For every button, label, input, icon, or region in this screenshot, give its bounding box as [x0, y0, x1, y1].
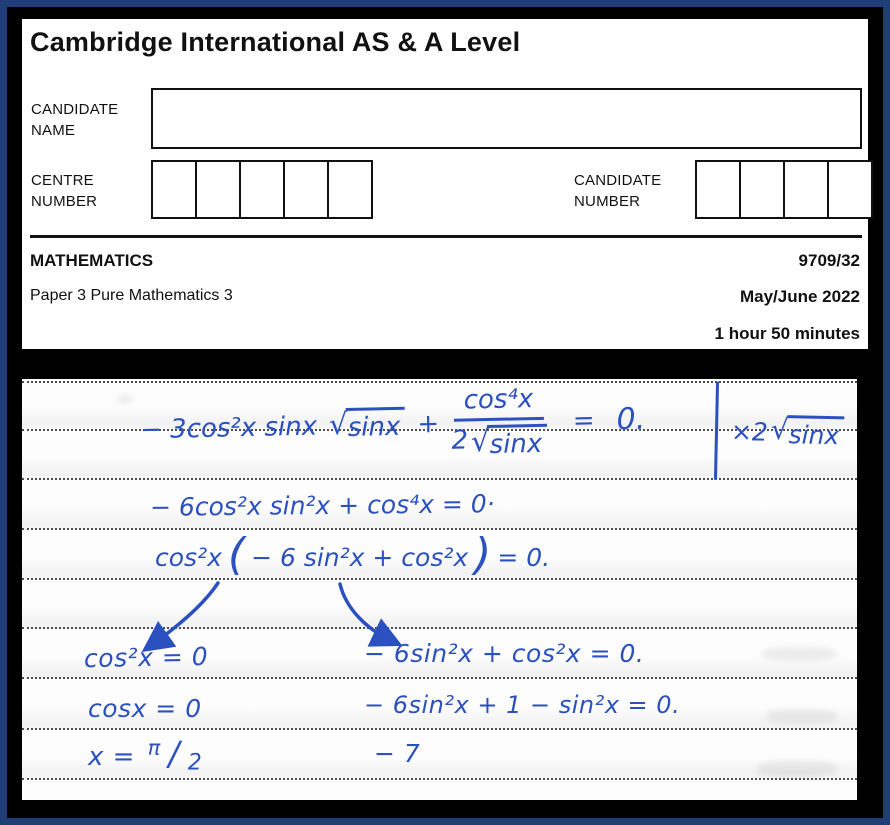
ruled-line — [22, 728, 857, 730]
paper-code: 9709/32 — [798, 251, 860, 270]
equation-1-rhs: 0. — [616, 401, 646, 438]
right-branch-step-3: − 7 — [374, 739, 421, 768]
denominator-two: 2 — [187, 749, 203, 776]
candidate-number-cell[interactable] — [783, 160, 829, 219]
ruled-line — [22, 627, 857, 629]
ruled-line — [22, 528, 857, 530]
ruled-line — [22, 778, 857, 780]
candidate-name-label: CANDIDATE NAME — [31, 101, 119, 139]
scan-smudge — [762, 647, 837, 661]
scan-smudge — [757, 761, 837, 777]
square-root-term — [770, 412, 845, 451]
candidate-number-cell[interactable] — [827, 160, 873, 219]
worksheet-paper-panel — [22, 379, 857, 800]
equation-3-factor: cos²x — [155, 542, 222, 572]
exam-header-panel — [22, 19, 868, 349]
right-parenthesis: ) — [474, 529, 492, 580]
square-root-term — [329, 407, 406, 444]
radical-icon: √ — [328, 406, 348, 442]
scan-smudge — [767, 709, 837, 723]
exam-duration: 1 hour 50 minutes — [714, 324, 860, 343]
left-branch-step-1: cos²x = 0 — [83, 641, 209, 674]
fraction-slash: / — [168, 735, 180, 773]
equation-3-inner: − 6 sin²x + cos²x — [251, 542, 469, 572]
centre-number-cell[interactable] — [239, 160, 285, 219]
equation-line-3 — [155, 529, 551, 580]
fraction-term — [450, 384, 547, 461]
subject-name: MATHEMATICS — [30, 251, 154, 270]
radicand: sinx — [786, 415, 844, 450]
equals-sign: = — [572, 405, 595, 436]
pi-symbol: π — [147, 735, 161, 760]
pi-over-two — [148, 735, 203, 775]
equation-3-rhs: = 0. — [497, 542, 551, 572]
solution-lhs: x = — [88, 742, 135, 772]
candidate-number-cell[interactable] — [739, 160, 785, 219]
candidate-number-label: CANDIDATE NUMBER — [574, 172, 662, 210]
left-parenthesis: ( — [227, 529, 246, 580]
radicand: sinx — [487, 424, 547, 460]
radical-icon: √ — [770, 412, 790, 447]
plus-sign: + — [416, 408, 440, 439]
centre-number-cell[interactable] — [195, 160, 241, 219]
multiply-both-sides-note — [714, 382, 845, 483]
equation-line-2: − 6cos²x sin²x + cos⁴x = 0· — [149, 489, 495, 522]
left-branch-step-3 — [88, 735, 202, 775]
paper-title: Paper 3 Pure Mathematics 3 — [30, 287, 233, 304]
page-title: Cambridge International AS & A Level — [30, 27, 521, 57]
centre-number-cell[interactable] — [151, 160, 197, 219]
centre-number-cell[interactable] — [283, 160, 329, 219]
centre-number-grid — [151, 160, 373, 219]
equation-1-lhs: − 3cos²x sinx — [139, 411, 318, 445]
left-branch-step-2: cosx = 0 — [88, 694, 202, 723]
denominator-coefficient: 2 — [451, 425, 469, 456]
arrow-to-right-branch — [340, 584, 390, 640]
centre-number-label: CENTRE NUMBER — [31, 172, 98, 210]
square-root-term — [471, 424, 548, 461]
right-branch-step-1: − 6sin²x + cos²x = 0. — [364, 639, 645, 668]
arrow-to-left-branch — [153, 583, 218, 644]
radicand: sinx — [345, 407, 405, 443]
ruled-line — [22, 677, 857, 679]
centre-number-cell[interactable] — [327, 160, 373, 219]
radical-icon: √ — [470, 423, 490, 459]
right-branch-step-2: − 6sin²x + 1 − sin²x = 0. — [364, 691, 681, 719]
candidate-number-grid — [695, 160, 873, 219]
note-multiplier: ×2 — [730, 416, 769, 447]
exam-session: May/June 2022 — [739, 287, 860, 306]
fraction-numerator: cos⁴x — [453, 384, 543, 422]
scan-smudge — [117, 395, 133, 403]
candidate-number-cell[interactable] — [695, 160, 741, 219]
equation-line-1 — [139, 382, 646, 468]
header-divider — [30, 235, 862, 238]
candidate-name-field[interactable] — [151, 88, 862, 149]
fraction-denominator — [451, 420, 548, 461]
